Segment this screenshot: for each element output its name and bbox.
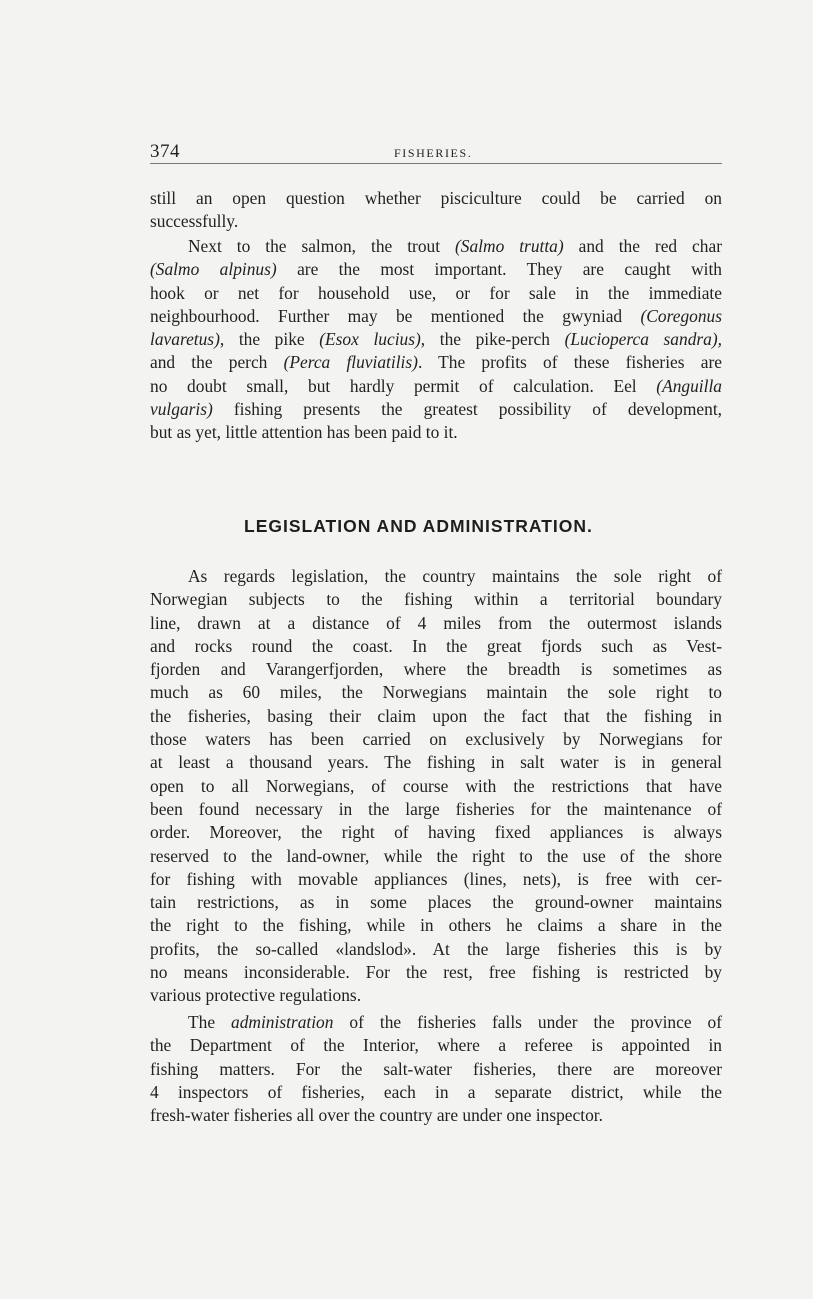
italic-species-name: (Salmo trutta) bbox=[455, 236, 564, 256]
text-line: (Salmo alpinus) are the most important. They are caught with bbox=[150, 259, 722, 280]
text-line: tain restrictions, as in some places the ground-owner maintains bbox=[150, 892, 722, 913]
page-header bbox=[150, 141, 722, 164]
text-line: successfully. bbox=[150, 211, 239, 232]
text-line: As regards legislation, the country maintains the sole right of bbox=[188, 566, 722, 586]
text-line: line, drawn at a distance of 4 miles from the outermost islands bbox=[150, 612, 722, 633]
paragraph-administration bbox=[150, 1011, 722, 1127]
italic-species-name: (Anguilla bbox=[656, 375, 722, 396]
text-line: neighbourhood. Further may be mentioned the gwyniad (Coregonus bbox=[150, 305, 722, 326]
text-line: profits, the so-called «landslod». At the large fisheries this is by bbox=[150, 938, 722, 959]
page-number: 374 bbox=[150, 141, 180, 162]
running-head: FISHERIES. bbox=[394, 146, 473, 160]
text-line: open to all Norwegians, of course with the restrictions that have bbox=[150, 775, 722, 796]
text-line: the Department of the Interior, where a referee is appointed in bbox=[150, 1035, 722, 1056]
italic-species-name: vulgaris) bbox=[150, 399, 213, 420]
text-line: Next to the salmon, the trout (Salmo trutta) and the red char bbox=[188, 236, 722, 256]
text-line: no doubt small, but hardly permit of calculation. Eel (Anguilla bbox=[150, 375, 722, 396]
text-line: Norwegian subjects to the fishing within a territorial boundary bbox=[150, 589, 722, 610]
text-line: fjorden and Varangerfjorden, where the breadth is sometimes as bbox=[150, 659, 722, 680]
text-line: much as 60 miles, the Norwegians maintain the sole right to bbox=[150, 682, 722, 703]
italic-species-name: (Esox lucius) bbox=[319, 329, 421, 350]
italic-species-name: (Perca fluviatilis) bbox=[283, 352, 418, 373]
text-line: lavaretus), the pike (Esox lucius), the pike-perch (Lucioperca sandra), bbox=[150, 329, 722, 350]
text-line: for fishing with movable appliances (lines, nets), is free with cer- bbox=[150, 868, 722, 889]
text-line: fresh-water fisheries all over the country are under one inspector. bbox=[150, 1105, 603, 1126]
italic-species-name: lavaretus) bbox=[150, 329, 220, 350]
text-line: fishing matters. For the salt-water fisheries, there are moreover bbox=[150, 1058, 722, 1079]
paragraph-pisciculture bbox=[150, 187, 722, 234]
text-line: vulgaris) fishing presents the greatest possibility of development, bbox=[150, 399, 722, 420]
italic-species-name: administration bbox=[231, 1012, 334, 1032]
text-line: those waters has been carried on exclusively by Norwegians for bbox=[150, 729, 722, 750]
text-line: the fisheries, basing their claim upon the fact that the fishing in bbox=[150, 705, 722, 726]
italic-species-name: (Salmo alpinus) bbox=[150, 259, 277, 280]
italic-species-name: (Coregonus bbox=[640, 305, 722, 326]
text-line: been found necessary in the large fisheries for the maintenance of bbox=[150, 798, 722, 819]
section-heading: LEGISLATION AND ADMINISTRATION. bbox=[244, 516, 593, 536]
paragraph-trout-char bbox=[150, 235, 722, 445]
text-line: The administration of the fisheries falls under the province of bbox=[188, 1012, 722, 1032]
text-line: hook or net for household use, or for sale in the immediate bbox=[150, 282, 722, 303]
text-line: but as yet, little attention has been paid to it. bbox=[150, 422, 458, 443]
paragraph-legislation bbox=[150, 565, 722, 1008]
text-line: reserved to the land-owner, while the right to the use of the shore bbox=[150, 845, 722, 866]
text-line: still an open question whether pisciculture could be carried on bbox=[150, 188, 722, 208]
text-line: various protective regulations. bbox=[150, 985, 362, 1006]
text-line: order. Moreover, the right of having fixed appliances is always bbox=[150, 822, 722, 843]
text-line: and rocks round the coast. In the great fjords such as Vest- bbox=[150, 635, 722, 656]
text-line: and the perch (Perca fluviatilis). The profits of these fisheries are bbox=[150, 352, 722, 373]
text-line: at least a thousand years. The fishing in salt water is in general bbox=[150, 752, 722, 773]
text-line: 4 inspectors of fisheries, each in a separate district, while the bbox=[150, 1081, 722, 1102]
text-line: no means inconsiderable. For the rest, free fishing is restricted by bbox=[150, 962, 722, 983]
italic-species-name: (Lucioperca sandra), bbox=[564, 329, 722, 350]
text-line: the right to the fishing, while in others he claims a share in the bbox=[150, 915, 722, 936]
